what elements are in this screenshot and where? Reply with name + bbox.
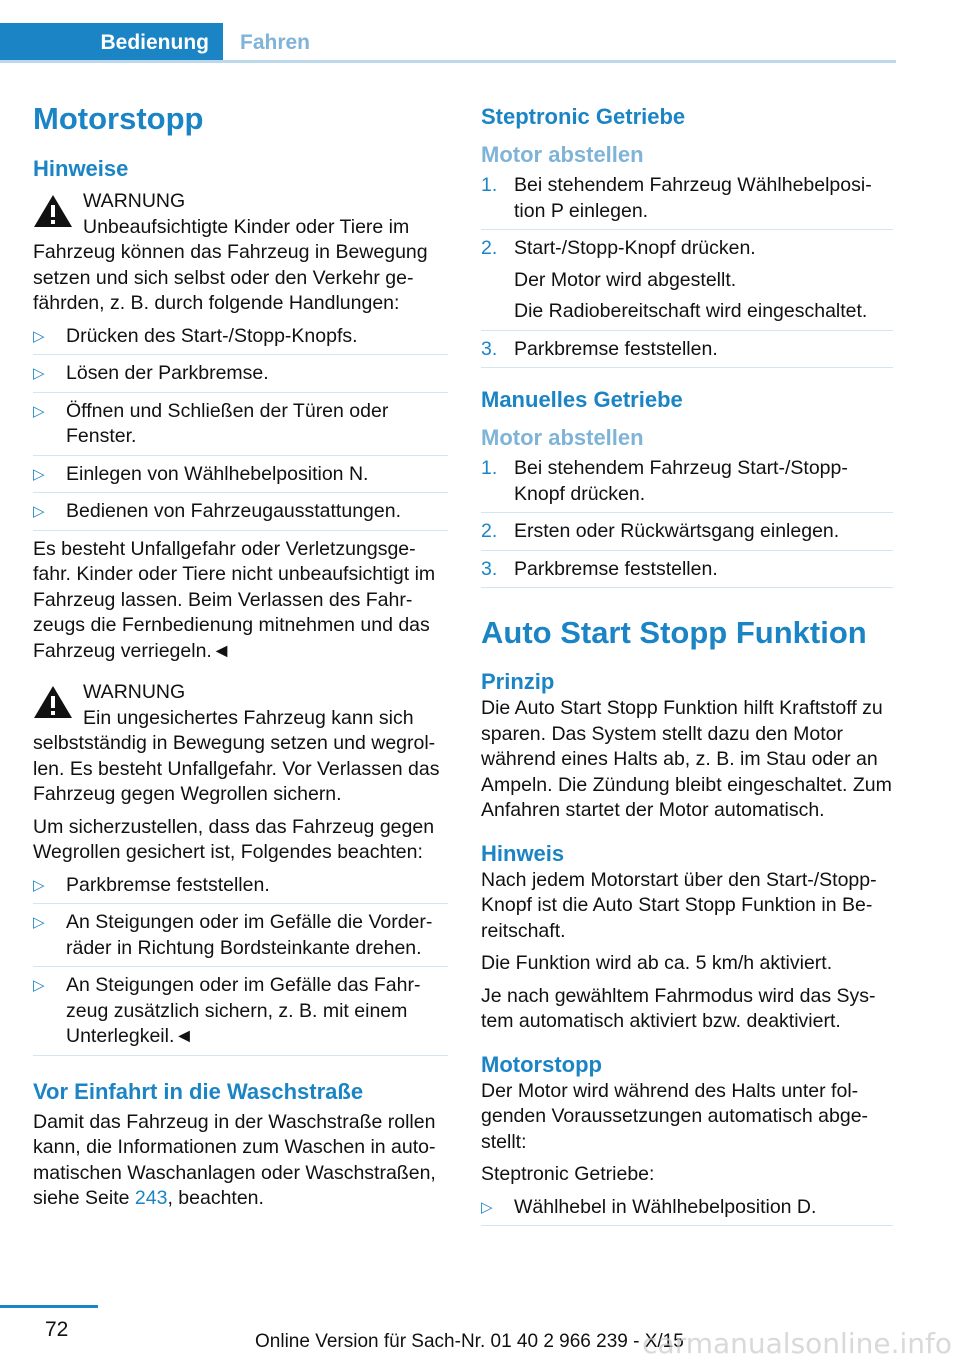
list-item: ▷ Öffnen und Schließen der Türen oder Fenster. [33,399,448,456]
footer-accent-line [0,1305,98,1308]
list-item: ▷ Bedienen von Fahrzeugausstattungen. [33,499,448,531]
list-item: 1. Bei stehendem Fahrzeug Wählhebelposi‐tion P einlegen. [481,173,893,230]
manuell-steps [481,456,893,588]
tab-underline [0,60,896,63]
warning-block-2 [33,680,448,706]
page-link[interactable]: 243 [134,1187,168,1209]
waschstrasse-text: Damit das Fahrzeug in der Waschstraße rollen kann, die Informationen zum Waschen in auto‐matischen Waschanlagen oder Waschstraßen, siehe Seite 243, beachten. [33,1110,436,1209]
heading-prinzip: Prinzip [481,669,555,694]
motorstopp-list [481,1195,893,1227]
motorstopp-text: Der Motor wird während des Halts unter fol‐genden Voraussetzungen automatisch abge‐stellt: [481,1079,869,1153]
list-item: 3. Parkbremse feststellen. [481,557,893,589]
list-item: ▷ Parkbremse feststellen. [33,873,448,905]
list-item: ▷ An Steigungen oder im Gefälle die Vorder‐räder in Richtung Bordsteinkante drehen. [33,910,448,967]
warning-triangle-icon [33,684,73,720]
top-tab-bar [0,23,896,63]
list-item: ▷ Wählhebel in Wählhebelposition D. [481,1195,893,1227]
hinweis-text-2: Die Funktion wird ab ca. 5 km/h aktiviert. [481,952,833,974]
list-item: ▷ An Steigungen oder im Gefälle das Fahr‐zeug zusätzlich sichern, z. B. mit einem Unterlegkeil.◄ [33,973,448,1056]
warning-triangle-icon [33,193,73,229]
watermark: carmanualsonline.info [642,1327,952,1360]
warning-conclusion: Es besteht Unfallgefahr oder Verletzungsge‐fahr. Kinder oder Tiere nicht unbeaufsichtigt im Fahrzeug lassen. Beim Verlassen des Fahr‐zeugs die Fernbedienung mitnehmen und das Fahrzeug verriegeln.◄ [33,537,436,662]
list-item: 3. Parkbremse feststellen. [481,337,893,369]
subheading-motor-abstellen: Motor abstellen [481,425,644,450]
triangle-bullet-icon: ▷ [33,365,45,382]
triangle-bullet-icon: ▷ [33,876,45,894]
list-item: 2. Ersten oder Rückwärtsgang einlegen. [481,519,893,551]
footer-online-version: Online Version für Sach-Nr. 01 40 2 966 239 - X/15 [255,1331,684,1352]
triangle-bullet-icon: ▷ [33,402,45,420]
warning-intro: Um sicherzustellen, dass das Fahrzeug gegen Wegrollen gesichert ist, Folgendes beachten: [33,815,435,863]
steptronic-label: Steptronic Getriebe: [481,1163,655,1185]
section-heading-waschstrasse: Vor Einfahrt in die Waschstraße [33,1078,364,1104]
right-column [481,95,893,1232]
section-title-auto-start-stopp: Auto Start Stopp Funktion [481,615,867,650]
tab-fahren[interactable]: Fahren [240,30,311,54]
triangle-bullet-icon: ▷ [33,465,45,483]
steptronic-steps [481,173,893,368]
section-heading-steptronic: Steptronic Getriebe [481,104,686,129]
triangle-bullet-icon: ▷ [33,914,45,931]
subheading-motor-abstellen: Motor abstellen [481,142,644,167]
list-item: 2. Start-/Stopp-Knopf drücken. Der Motor wird abgestellt. Die Radiobereitschaft wird eingeschaltet. [481,236,893,331]
warning-label: WARNUNG [83,190,186,212]
list-item: ▷ Drücken des Start-/Stopp-Knopfs. [33,324,448,356]
section-heading-manuell: Manuelles Getriebe [481,387,683,412]
heading-motorstopp: Motorstopp [481,1051,602,1077]
warning-block-1 [33,189,448,215]
section-heading-hinweise: Hinweise [33,156,129,181]
warning-label: WARNUNG [83,681,186,703]
warning-list-1 [33,324,448,531]
prinzip-text: Die Auto Start Stopp Funktion hilft Kraftstoff zu sparen. Das System stellt dazu den Motor während eines Halts ab, z. B. im Stau oder an Ampeln. Die Zündung bleibt eingeschaltet. Zum Anfahren startet der Motor automatisch. [481,697,892,821]
triangle-bullet-icon: ▷ [33,503,45,520]
left-column [33,95,448,1219]
page-number: 72 [45,1318,69,1341]
page-title: Motorstopp [33,101,204,136]
hinweis-text-1: Nach jedem Motorstart über den Start-/Stopp-Knopf ist die Auto Start Stopp Funktion in Be‐reitschaft. [481,868,877,942]
list-item: 1. Bei stehendem Fahrzeug Start-/Stopp-Knopf drücken. [481,456,893,513]
warning-list-2 [33,873,448,1056]
triangle-bullet-icon: ▷ [481,1198,493,1216]
hinweis-text-3: Je nach gewähltem Fahrmodus wird das Sys‐tem automatisch aktiviert bzw. deaktiviert. [481,984,876,1032]
warning-text: Ein ungesichertes Fahrzeug kann sich selbstständig in Bewegung setzen und wegrol‐len. Es besteht Unfallgefahr. Vor Verlassen das Fahrzeug gegen Wegrollen sichern. [33,706,440,805]
warning-text: Unbeaufsichtigte Kinder oder Tiere im Fahrzeug können das Fahrzeug in Bewegung setzen und sich selbst oder den Verkehr ge‐fährden, z. B. durch folgende Handlungen: [33,215,428,314]
tab-bedienung[interactable]: Bedienung [0,23,223,62]
list-item: ▷ Einlegen von Wählhebelposition N. [33,462,448,494]
triangle-bullet-icon: ▷ [33,977,45,994]
heading-hinweis: Hinweis [481,840,565,866]
triangle-bullet-icon: ▷ [33,327,45,345]
list-item: ▷ Lösen der Parkbremse. [33,361,448,393]
